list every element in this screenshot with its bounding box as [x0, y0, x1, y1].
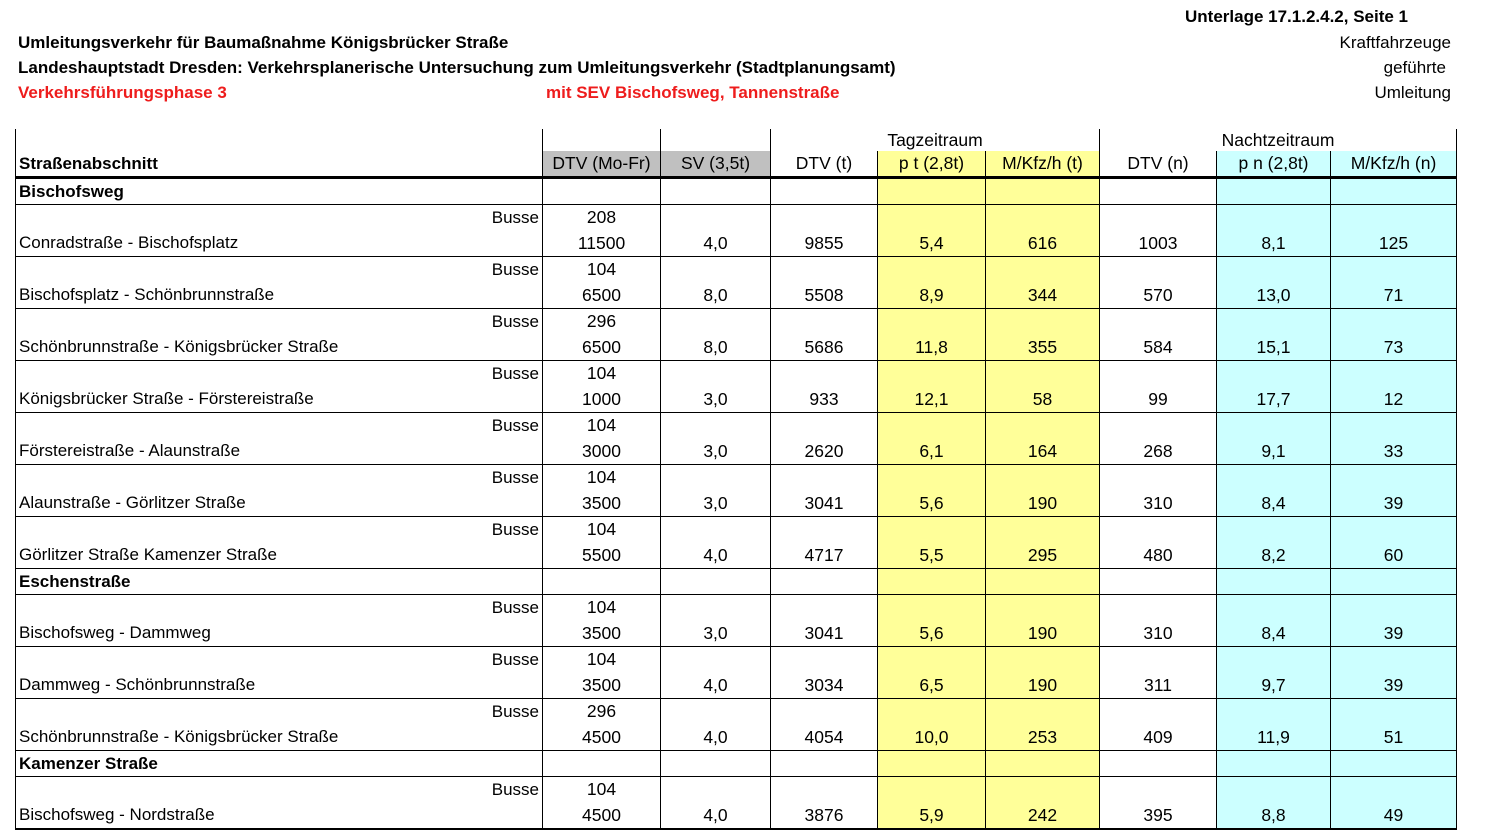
busse-count: 104	[543, 413, 661, 439]
busse-label: Busse	[16, 361, 543, 387]
empty-cell	[771, 413, 878, 439]
busse-count: 104	[543, 361, 661, 387]
cell-pt: 10,0	[878, 724, 986, 751]
busse-row	[16, 257, 1457, 283]
col-header-pn: p n (2,8t)	[1217, 151, 1331, 178]
cell-segment: Königsbrücker Straße - Förstereistraße	[16, 386, 543, 413]
cell-pn: 8,1	[1217, 230, 1331, 257]
cell-mt: 355	[986, 334, 1100, 361]
cell-pn: 9,7	[1217, 672, 1331, 699]
empty-cell	[1331, 205, 1457, 231]
empty-cell	[543, 751, 661, 777]
document-subtitle: Landeshauptstadt Dresden: Verkehrsplanerische Untersuchung zum Umleitungsverkehr (Stadtplanungsamt)	[18, 58, 896, 77]
cell-sv: 4,0	[661, 230, 771, 257]
cell-mn: 39	[1331, 620, 1457, 647]
empty-cell	[661, 178, 771, 205]
cell-dtv-n: 409	[1100, 724, 1217, 751]
empty-cell	[878, 595, 986, 621]
cell-dtv: 5500	[543, 542, 661, 569]
group-night: Nachtzeitraum	[1100, 129, 1457, 151]
busse-count: 208	[543, 205, 661, 231]
cell-dtv-n: 311	[1100, 672, 1217, 699]
section-row	[16, 178, 1457, 205]
empty-cell	[1331, 309, 1457, 335]
empty-cell	[661, 647, 771, 673]
empty-cell	[1217, 517, 1331, 543]
cell-sv: 4,0	[661, 802, 771, 829]
empty-cell	[543, 569, 661, 595]
empty-cell	[986, 595, 1100, 621]
busse-count: 296	[543, 309, 661, 335]
cell-dtv: 6500	[543, 282, 661, 309]
cell-mt: 616	[986, 230, 1100, 257]
col-header-sv: SV (3,5t)	[661, 151, 771, 178]
side-note-vehicles: Kraftfahrzeuge	[1339, 33, 1451, 52]
busse-count: 104	[543, 257, 661, 283]
cell-dtv: 11500	[543, 230, 661, 257]
empty-cell	[1331, 751, 1457, 777]
cell-dtv-n: 1003	[1100, 230, 1217, 257]
cell-pt: 6,5	[878, 672, 986, 699]
phase-label: Verkehrsführungsphase 3	[18, 83, 227, 102]
busse-row	[16, 413, 1457, 439]
empty-cell	[1331, 413, 1457, 439]
cell-pt: 12,1	[878, 386, 986, 413]
table-row	[16, 724, 1457, 751]
empty-cell	[878, 361, 986, 387]
cell-sv: 3,0	[661, 386, 771, 413]
table-row	[16, 542, 1457, 569]
busse-count: 104	[543, 465, 661, 491]
empty-cell	[771, 465, 878, 491]
cell-mt: 190	[986, 490, 1100, 517]
busse-row	[16, 361, 1457, 387]
cell-dtv: 3500	[543, 620, 661, 647]
busse-count: 104	[543, 595, 661, 621]
cell-segment: Bischofsweg - Nordstraße	[16, 802, 543, 829]
busse-row	[16, 309, 1457, 335]
cell-mn: 33	[1331, 438, 1457, 465]
empty-cell	[771, 205, 878, 231]
cell-dtv-t: 933	[771, 386, 878, 413]
cell-mt: 295	[986, 542, 1100, 569]
cell-pt: 5,5	[878, 542, 986, 569]
cell-sv: 4,0	[661, 724, 771, 751]
empty-cell	[986, 751, 1100, 777]
empty-cell	[1217, 257, 1331, 283]
cell-pt: 5,6	[878, 490, 986, 517]
busse-label: Busse	[16, 595, 543, 621]
empty-cell	[1100, 205, 1217, 231]
section-row	[16, 751, 1457, 777]
empty-cell	[1217, 465, 1331, 491]
section-row	[16, 569, 1457, 595]
empty-cell	[661, 777, 771, 803]
table-row	[16, 438, 1457, 465]
empty-cell	[1331, 178, 1457, 205]
col-header-mn: M/Kfz/h (n)	[1331, 151, 1457, 178]
empty-cell	[661, 517, 771, 543]
cell-segment: Dammweg - Schönbrunnstraße	[16, 672, 543, 699]
empty-cell	[771, 361, 878, 387]
cell-sv: 3,0	[661, 490, 771, 517]
cell-mt: 58	[986, 386, 1100, 413]
empty-cell	[1331, 699, 1457, 725]
empty-cell	[1100, 569, 1217, 595]
busse-label: Busse	[16, 777, 543, 803]
cell-segment: Görlitzer Straße Kamenzer Straße	[16, 542, 543, 569]
column-header-row	[16, 151, 1457, 178]
section-title: Eschenstraße	[16, 569, 543, 595]
table-row	[16, 230, 1457, 257]
cell-pt: 5,9	[878, 802, 986, 829]
empty-cell	[878, 517, 986, 543]
empty-cell	[986, 205, 1100, 231]
busse-row	[16, 699, 1457, 725]
empty-cell	[1217, 751, 1331, 777]
side-note-detour: Umleitung	[1374, 83, 1451, 102]
empty-cell	[878, 647, 986, 673]
empty-cell	[1100, 413, 1217, 439]
empty-cell	[661, 205, 771, 231]
empty-cell	[543, 178, 661, 205]
cell-segment: Alaunstraße - Görlitzer Straße	[16, 490, 543, 517]
empty-cell	[878, 751, 986, 777]
busse-row	[16, 777, 1457, 803]
cell-dtv-t: 4054	[771, 724, 878, 751]
cell-dtv-t: 2620	[771, 438, 878, 465]
empty-cell	[661, 595, 771, 621]
empty-cell	[986, 517, 1100, 543]
empty-cell	[878, 205, 986, 231]
table-row	[16, 672, 1457, 699]
cell-segment: Conradstraße - Bischofsplatz	[16, 230, 543, 257]
section-title: Kamenzer Straße	[16, 751, 543, 777]
empty-cell	[878, 309, 986, 335]
cell-dtv-t: 3041	[771, 490, 878, 517]
cell-pt: 11,8	[878, 334, 986, 361]
cell-sv: 4,0	[661, 672, 771, 699]
busse-label: Busse	[16, 517, 543, 543]
busse-label: Busse	[16, 309, 543, 335]
empty-cell	[661, 413, 771, 439]
cell-mn: 39	[1331, 672, 1457, 699]
busse-count: 104	[543, 777, 661, 803]
col-header-dtv-n: DTV (n)	[1100, 151, 1217, 178]
cell-mn: 125	[1331, 230, 1457, 257]
sev-label: mit SEV Bischofsweg, Tannenstraße	[546, 83, 840, 102]
empty-cell	[1331, 361, 1457, 387]
empty-cell	[1217, 309, 1331, 335]
busse-label: Busse	[16, 647, 543, 673]
cell-mn: 60	[1331, 542, 1457, 569]
cell-dtv-n: 310	[1100, 490, 1217, 517]
empty-cell	[1217, 205, 1331, 231]
col-header-pt: p t (2,8t)	[878, 151, 986, 178]
cell-dtv-t: 5508	[771, 282, 878, 309]
cell-pn: 8,4	[1217, 490, 1331, 517]
col-header-segment: Straßenabschnitt	[16, 151, 543, 178]
cell-pn: 17,7	[1217, 386, 1331, 413]
table-row	[16, 802, 1457, 829]
cell-dtv-n: 268	[1100, 438, 1217, 465]
empty-cell	[878, 413, 986, 439]
busse-count: 296	[543, 699, 661, 725]
cell-pn: 9,1	[1217, 438, 1331, 465]
cell-mt: 253	[986, 724, 1100, 751]
group-day: Tagzeitraum	[771, 129, 1100, 151]
busse-label: Busse	[16, 413, 543, 439]
group-header-row	[16, 129, 1457, 151]
empty-cell	[771, 595, 878, 621]
cell-dtv-n: 99	[1100, 386, 1217, 413]
busse-row	[16, 595, 1457, 621]
cell-pt: 8,9	[878, 282, 986, 309]
empty-cell	[661, 751, 771, 777]
empty-cell	[878, 465, 986, 491]
empty-cell	[661, 569, 771, 595]
empty-cell	[1217, 569, 1331, 595]
cell-pn: 13,0	[1217, 282, 1331, 309]
busse-label: Busse	[16, 699, 543, 725]
cell-sv: 4,0	[661, 542, 771, 569]
busse-row	[16, 205, 1457, 231]
cell-pn: 15,1	[1217, 334, 1331, 361]
empty-cell	[661, 699, 771, 725]
cell-dtv: 3000	[543, 438, 661, 465]
col-header-mt: M/Kfz/h (t)	[986, 151, 1100, 178]
table-row	[16, 490, 1457, 517]
empty-cell	[1100, 699, 1217, 725]
cell-mt: 242	[986, 802, 1100, 829]
cell-dtv-t: 5686	[771, 334, 878, 361]
empty-cell	[1100, 361, 1217, 387]
cell-mn: 73	[1331, 334, 1457, 361]
cell-pn: 8,2	[1217, 542, 1331, 569]
empty-cell	[1331, 777, 1457, 803]
empty-cell	[1217, 361, 1331, 387]
cell-dtv: 1000	[543, 386, 661, 413]
empty-cell	[1100, 517, 1217, 543]
empty-cell	[1331, 647, 1457, 673]
empty-cell	[1100, 595, 1217, 621]
cell-sv: 8,0	[661, 282, 771, 309]
empty-cell	[661, 257, 771, 283]
busse-row	[16, 517, 1457, 543]
empty-cell	[1100, 257, 1217, 283]
side-note-guided: geführte	[1383, 58, 1446, 77]
empty-cell	[986, 699, 1100, 725]
cell-mn: 12	[1331, 386, 1457, 413]
empty-cell	[771, 309, 878, 335]
empty-cell	[1331, 257, 1457, 283]
cell-sv: 8,0	[661, 334, 771, 361]
empty-cell	[1100, 751, 1217, 777]
section-title: Bischofsweg	[16, 178, 543, 205]
cell-dtv-n: 584	[1100, 334, 1217, 361]
busse-label: Busse	[16, 465, 543, 491]
cell-dtv-t: 4717	[771, 542, 878, 569]
cell-pt: 5,6	[878, 620, 986, 647]
table-row	[16, 334, 1457, 361]
cell-dtv-n: 395	[1100, 802, 1217, 829]
empty-cell	[1100, 178, 1217, 205]
cell-segment: Schönbrunnstraße - Königsbrücker Straße	[16, 724, 543, 751]
empty-cell	[1100, 465, 1217, 491]
cell-pt: 6,1	[878, 438, 986, 465]
col-header-dtv-t: DTV (t)	[771, 151, 878, 178]
cell-sv: 3,0	[661, 620, 771, 647]
cell-dtv: 6500	[543, 334, 661, 361]
table-row	[16, 620, 1457, 647]
cell-segment: Bischofsplatz - Schönbrunnstraße	[16, 282, 543, 309]
empty-cell	[986, 361, 1100, 387]
cell-sv: 3,0	[661, 438, 771, 465]
busse-row	[16, 465, 1457, 491]
empty-cell	[878, 569, 986, 595]
empty-cell	[771, 178, 878, 205]
empty-cell	[1331, 569, 1457, 595]
col-header-dtv: DTV (Mo-Fr)	[543, 151, 661, 178]
empty-cell	[1217, 178, 1331, 205]
cell-dtv: 3500	[543, 672, 661, 699]
cell-dtv: 3500	[543, 490, 661, 517]
empty-cell	[1100, 777, 1217, 803]
empty-cell	[1331, 465, 1457, 491]
empty-cell	[661, 309, 771, 335]
empty-cell	[661, 465, 771, 491]
cell-pn: 8,8	[1217, 802, 1331, 829]
empty-cell	[1100, 647, 1217, 673]
empty-cell	[771, 777, 878, 803]
cell-dtv-t: 3876	[771, 802, 878, 829]
busse-count: 104	[543, 647, 661, 673]
empty-cell	[661, 361, 771, 387]
cell-mn: 71	[1331, 282, 1457, 309]
cell-dtv-t: 3034	[771, 672, 878, 699]
cell-dtv-n: 480	[1100, 542, 1217, 569]
empty-cell	[1217, 777, 1331, 803]
busse-count: 104	[543, 517, 661, 543]
empty-cell	[986, 569, 1100, 595]
traffic-table	[15, 129, 1457, 830]
busse-row	[16, 647, 1457, 673]
cell-dtv-t: 9855	[771, 230, 878, 257]
document-title: Umleitungsverkehr für Baumaßnahme Königsbrücker Straße	[18, 33, 509, 52]
empty-cell	[1331, 595, 1457, 621]
empty-cell	[771, 751, 878, 777]
table-row	[16, 282, 1457, 309]
empty-cell	[771, 647, 878, 673]
empty-cell	[986, 465, 1100, 491]
empty-cell	[1217, 699, 1331, 725]
cell-segment: Schönbrunnstraße - Königsbrücker Straße	[16, 334, 543, 361]
empty-cell	[878, 777, 986, 803]
cell-dtv-t: 3041	[771, 620, 878, 647]
cell-segment: Förstereistraße - Alaunstraße	[16, 438, 543, 465]
busse-label: Busse	[16, 205, 543, 231]
empty-cell	[878, 699, 986, 725]
cell-mt: 344	[986, 282, 1100, 309]
busse-label: Busse	[16, 257, 543, 283]
cell-mt: 190	[986, 620, 1100, 647]
empty-cell	[986, 777, 1100, 803]
cell-dtv: 4500	[543, 802, 661, 829]
empty-cell	[1217, 413, 1331, 439]
cell-segment: Bischofsweg - Dammweg	[16, 620, 543, 647]
empty-cell	[1100, 309, 1217, 335]
empty-cell	[986, 178, 1100, 205]
empty-cell	[771, 517, 878, 543]
cell-mt: 164	[986, 438, 1100, 465]
empty-cell	[878, 257, 986, 283]
cell-mn: 49	[1331, 802, 1457, 829]
cell-pt: 5,4	[878, 230, 986, 257]
cell-dtv-n: 570	[1100, 282, 1217, 309]
empty-cell	[878, 178, 986, 205]
cell-mt: 190	[986, 672, 1100, 699]
cell-pn: 8,4	[1217, 620, 1331, 647]
cell-mn: 51	[1331, 724, 1457, 751]
empty-cell	[986, 647, 1100, 673]
empty-cell	[986, 413, 1100, 439]
cell-dtv: 4500	[543, 724, 661, 751]
cell-pn: 11,9	[1217, 724, 1331, 751]
empty-cell	[986, 257, 1100, 283]
empty-cell	[771, 257, 878, 283]
cell-dtv-n: 310	[1100, 620, 1217, 647]
empty-cell	[771, 699, 878, 725]
table-row	[16, 386, 1457, 413]
empty-cell	[1217, 647, 1331, 673]
empty-cell	[771, 569, 878, 595]
document-reference: Unterlage 17.1.2.4.2, Seite 1	[1185, 7, 1409, 26]
empty-cell	[986, 309, 1100, 335]
empty-cell	[1217, 595, 1331, 621]
cell-mn: 39	[1331, 490, 1457, 517]
empty-cell	[1331, 517, 1457, 543]
